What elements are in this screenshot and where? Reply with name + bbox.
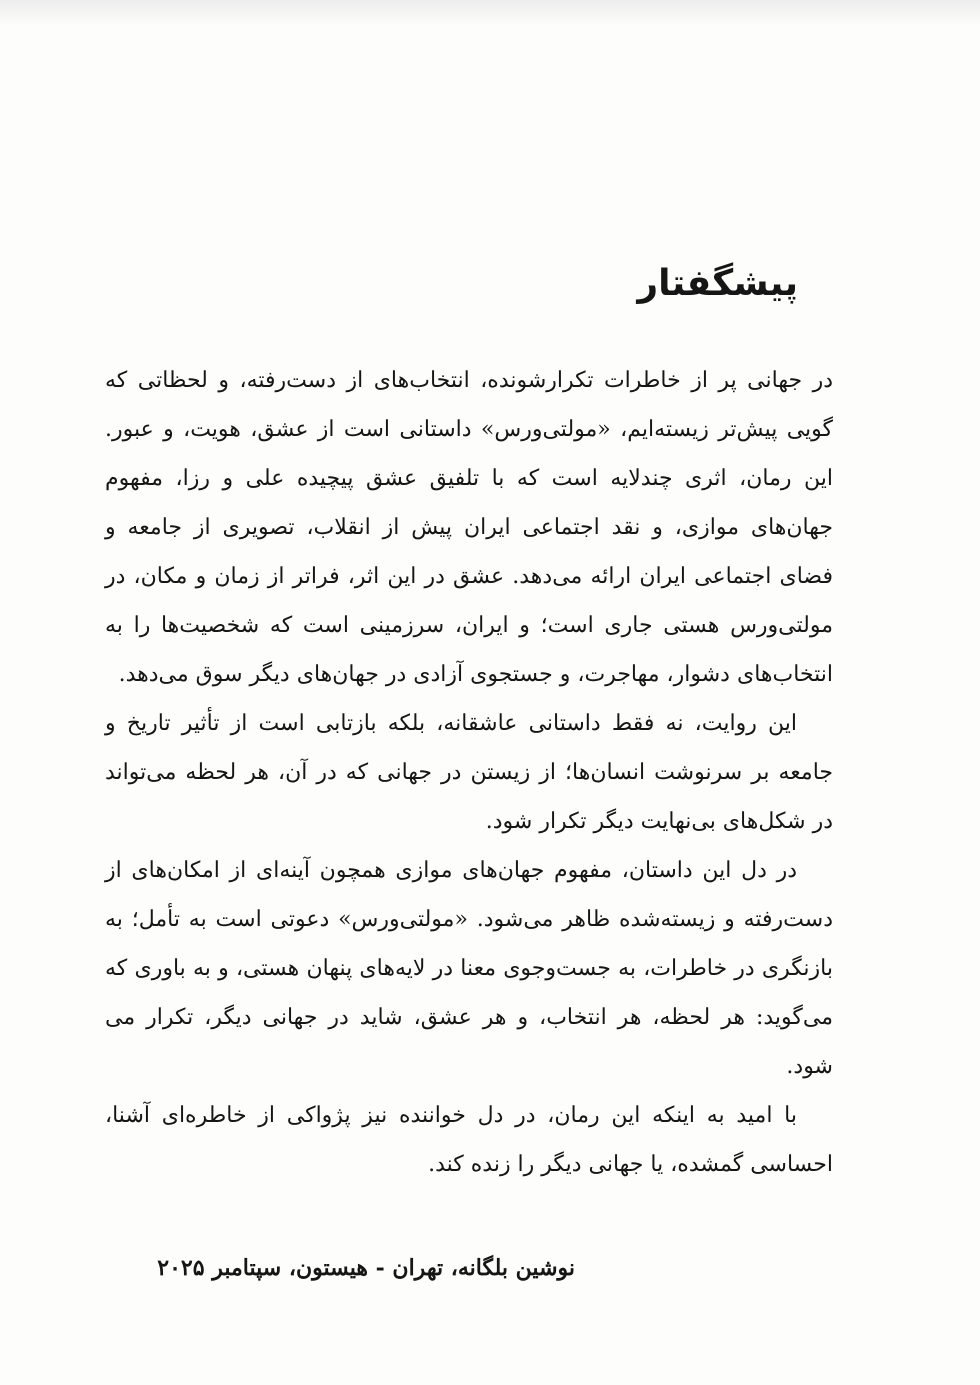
page-top-shade xyxy=(0,0,980,26)
preface-body xyxy=(105,356,833,1189)
paragraph-2: این روایت، نه فقط داستانی عاشقانه، بلکه بازتابی است از تأثیر تاریخ و جامعه بر سرنوشت انسان‌ها؛ از زیستن در جهانی که در آن، هر لحظه می‌تواند در شکل‌های بی‌نهایت دیگر تکرار شود. xyxy=(105,711,833,834)
paragraph-1: در جهانی پر از خاطرات تکرارشونده، انتخاب‌های از دست‌رفته، و لحظاتی که گویی پیش‌تر زیسته‌ایم، «مولتی‌ورس» داستانی است از عشق، هویت، و عبور. این رمان، اثری چندلایه است که با تلفیق عشق پیچیده علی و رزا، مفهوم جهان‌های موازی، و نقد اجتماعی ایران پیش از انقلاب، تصویری از جامعه و فضای اجتماعی ایران ارائه می‌دهد. عشق در این اثر، فراتر از زمان و مکان، در مولتی‌ورس هستی جاری است؛ و ایران، سرزمینی است که شخصیت‌ها را به انتخاب‌های دشوار، مهاجرت، و جستجوی آزادی در جهان‌های دیگر سوق می‌دهد. xyxy=(105,368,833,687)
paragraph-3: در دل این داستان، مفهوم جهان‌های موازی همچون آینه‌ای از امکان‌های از دست‌رفته و زیسته‌شده ظاهر می‌شود. «مولتی‌ورس» دعوتی است به تأمل؛ به بازنگری در خاطرات، به جست‌وجوی معنا در لایه‌های پنهان هستی، و به باوری که می‌گوید: هر لحظه، هر انتخاب، و هر عشق، شاید در جهانی دیگر، تکرار می شود. xyxy=(105,858,833,1079)
author-signature: نوشین بلگانه، تهران - هیستون، سپتامبر ۲۰۲۵ xyxy=(157,1255,575,1281)
paragraph-4: با امید به اینکه این رمان، در دل خواننده نیز پژواکی از خاطره‌ای آشنا، احساسی گمشده، یا جهانی دیگر را زنده کند. xyxy=(105,1103,833,1177)
page-title: پیشگفتار xyxy=(637,263,798,304)
